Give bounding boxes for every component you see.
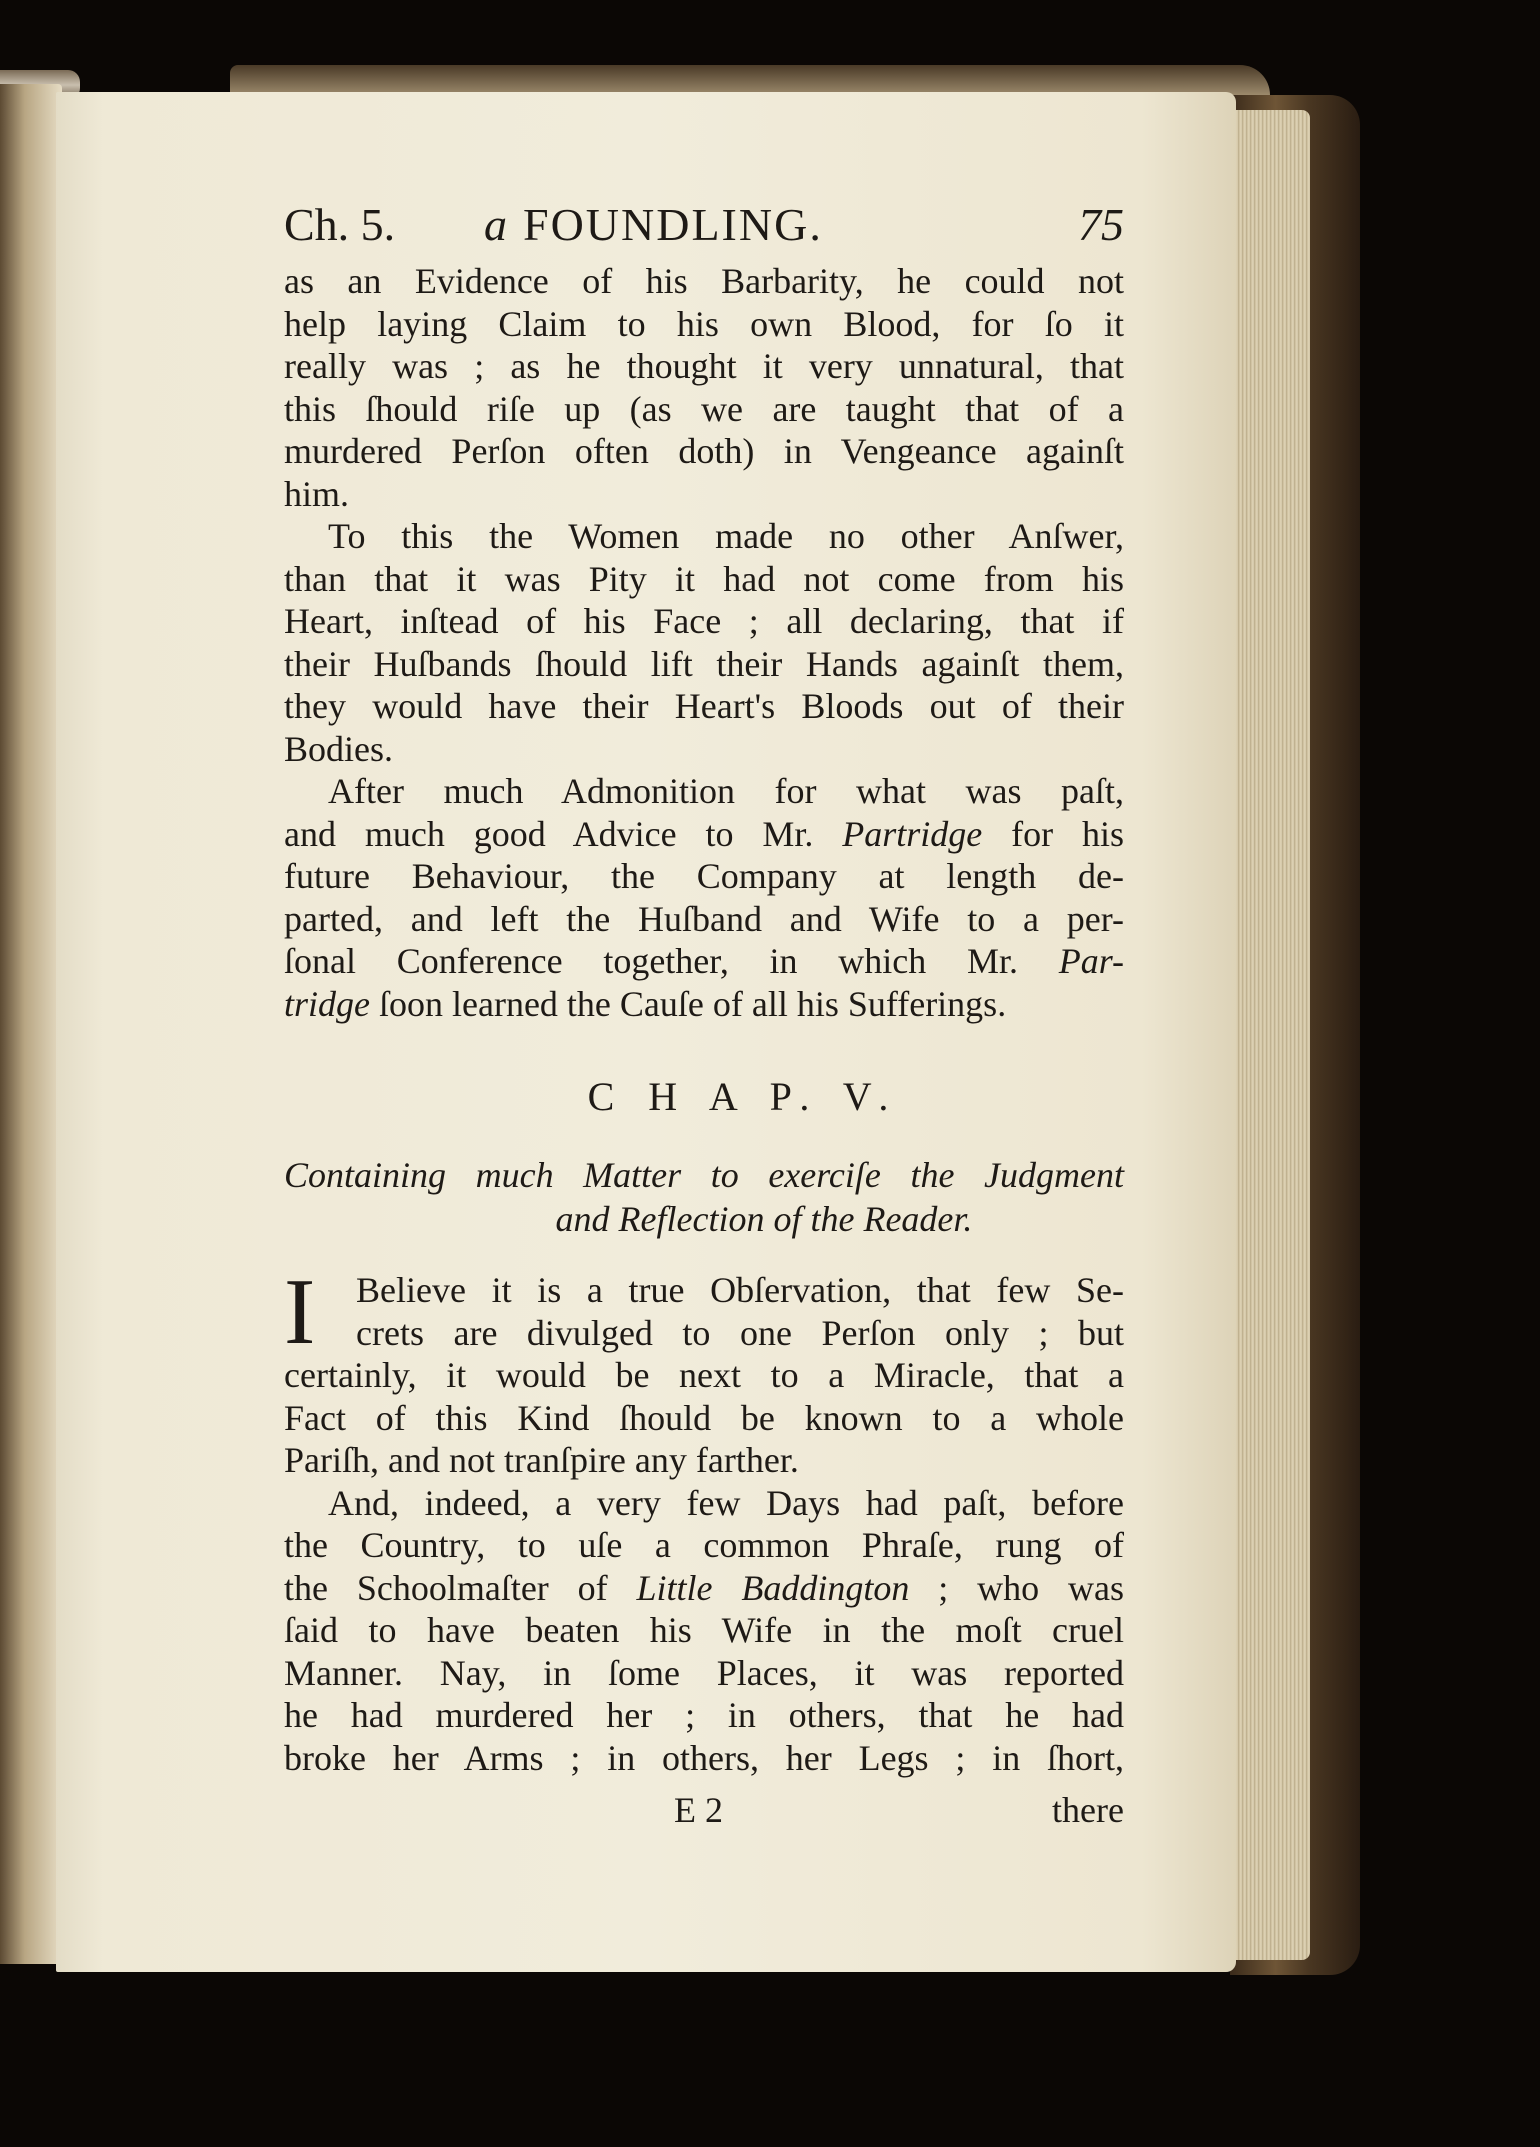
- text-span: After much Admonition for what was paſt,: [328, 771, 1124, 811]
- page-number: 75: [1078, 199, 1124, 250]
- text-line: Believe it is a true Obſervation, that few Se-: [356, 1270, 1124, 1310]
- text-line: him.: [284, 473, 350, 514]
- chapter-heading: C H A P. V.: [587, 1074, 901, 1119]
- paragraph-5: [284, 1482, 1124, 1780]
- text-span: ſaid to have beaten his Wife in the moſt cruel: [284, 1610, 1124, 1650]
- italic-name: Partridge: [842, 813, 983, 854]
- text-line: [284, 855, 1124, 898]
- text-span: parted, and left the Huſband and Wife to a per-: [284, 898, 1124, 939]
- text-line: [284, 1652, 1124, 1695]
- text-span: Manner. Nay, in ſome Places, it was reported: [284, 1652, 1124, 1693]
- text-span: And, indeed, a very few Days had paſt, before: [328, 1482, 1124, 1523]
- text-line: Fact of this Kind ſhould be known to a whole: [284, 1397, 1124, 1438]
- page-footer: [284, 1785, 1124, 1835]
- text-span: broke her Arms ; in others, her Legs ; in ſhort,: [284, 1737, 1124, 1778]
- text-line: [284, 1609, 1124, 1652]
- text-span: ; who was: [909, 1567, 1124, 1608]
- text-line: than that it was Pity it had not come from his: [284, 558, 1124, 599]
- text-line: certainly, it would be next to a Miracle, that a: [284, 1355, 1124, 1395]
- paragraph-3: [284, 770, 1124, 1025]
- text-line: [284, 898, 1124, 941]
- text-span: and much good Advice to Mr.: [284, 813, 843, 854]
- text-line: Heart, inſtead of his Face ; all declaring, that if: [284, 601, 1124, 641]
- text-line: as an Evidence of his Barbarity, he could not: [284, 261, 1124, 301]
- text-span: the Schoolmaſter of: [284, 1567, 637, 1608]
- text-line: To this the Women made no other Anſwer,: [328, 516, 1124, 556]
- text-line: [284, 940, 1124, 983]
- drop-cap: I: [284, 1260, 316, 1364]
- left-page-edge: [0, 84, 62, 1964]
- paragraph-4: [284, 1260, 1124, 1482]
- text-line: [284, 1737, 1124, 1780]
- text-span: the Country, to uſe a common Phraſe, rung of: [284, 1525, 1124, 1565]
- running-title: [484, 190, 823, 260]
- text-line: [284, 983, 1124, 1026]
- page-text: [284, 190, 1124, 1835]
- running-title-word: FOUNDLING.: [523, 199, 823, 250]
- text-line: [284, 1567, 1124, 1610]
- text-span: future Behaviour, the Company at length de-: [284, 856, 1124, 896]
- chapter-subtitle-line-1: Containing much Matter to exerciſe the Judgment: [284, 1155, 1124, 1195]
- text-span: he had murdered her ; in others, that he had: [284, 1695, 1124, 1735]
- paragraph-2: [284, 515, 1124, 770]
- running-title-article: a: [484, 199, 509, 250]
- text-line: murdered Perſon often doth) in Vengeance againſt: [284, 431, 1124, 471]
- chapter-subtitle-line-2: and Reflection of the Reader.: [555, 1199, 973, 1239]
- text-line: really was ; as he thought it very unnatural, that: [284, 346, 1124, 386]
- text-line: help laying Claim to his own Blood, for ſo it: [284, 303, 1124, 344]
- paragraph-1: [284, 260, 1124, 515]
- text-line: their Huſbands ſhould lift their Hands againſt them,: [284, 643, 1124, 684]
- text-line: [284, 1694, 1124, 1737]
- text-span: ſonal Conference together, in which Mr.: [284, 941, 1059, 981]
- italic-name: Little Baddington: [636, 1567, 910, 1608]
- text-line: [284, 1482, 1124, 1525]
- italic-name: Par-: [1058, 941, 1124, 981]
- signature-mark: E 2: [674, 1790, 723, 1830]
- running-header: [284, 190, 1124, 260]
- text-line: Bodies.: [284, 728, 394, 769]
- italic-name: tridge: [284, 983, 370, 1024]
- text-span: ſoon learned the Cauſe of all his Sufferings.: [370, 983, 1007, 1024]
- text-line: [284, 1524, 1124, 1567]
- catchword: there: [1052, 1790, 1124, 1830]
- text-line: crets are divulged to one Perſon only ; but: [356, 1312, 1124, 1353]
- text-line: this ſhould riſe up (as we are taught that of a: [284, 388, 1124, 429]
- text-line: [284, 813, 1124, 856]
- chapter-reference: Ch. 5.: [284, 199, 396, 250]
- text-line: [284, 770, 1124, 813]
- text-line: Pariſh, and not tranſpire any farther.: [284, 1440, 799, 1480]
- text-span: for his: [982, 813, 1124, 854]
- text-line: they would have their Heart's Bloods out of their: [284, 686, 1124, 726]
